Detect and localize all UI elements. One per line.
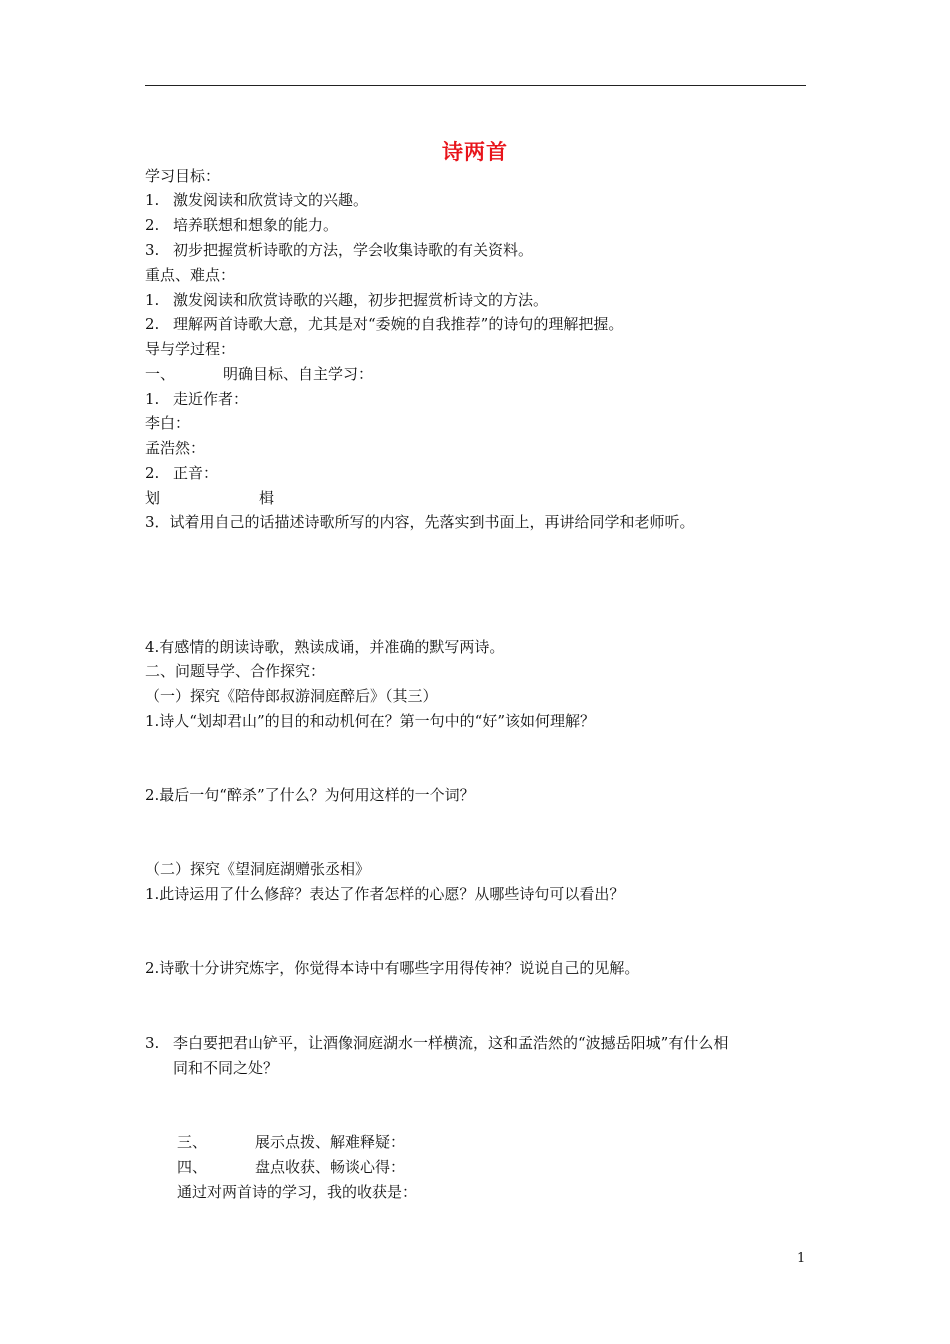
question-item: 1.此诗运用了什么修辞？表达了作者怎样的心愿？从哪些诗句可以看出？: [145, 885, 625, 903]
subsection-heading: （一）探究《陪侍郎叔游洞庭醉后》（其三）: [145, 687, 438, 705]
pronunciation-chars: 划 楫: [145, 489, 275, 507]
page-title: 诗两首: [442, 140, 508, 164]
page-number: 1: [797, 1251, 806, 1266]
question-item-continued: 同和不同之处？: [173, 1059, 279, 1077]
step-four-heading: 四、 盘点收获、畅谈心得：: [177, 1158, 406, 1176]
goal-item: 1. 激发阅读和欣赏诗文的兴趣。: [145, 191, 369, 209]
reflection-prompt: 通过对两首诗的学习，我的收获是：: [177, 1183, 418, 1201]
subsection-heading: （二）探究《望洞庭湖赠张丞相》: [145, 860, 371, 878]
question-item: 2.最后一句“醉杀”了什么？为何用这样的一个词？: [145, 786, 475, 804]
step-item: 1. 走近作者：: [145, 390, 249, 408]
step-item: 4.有感情的朗读诗歌，熟读成诵，并准确的默写两诗。: [145, 638, 505, 656]
section-goals-heading: 学习目标：: [145, 167, 221, 185]
author-li-bai: 李白：: [145, 414, 191, 432]
question-item: 3. 李白要把君山铲平，让酒像洞庭湖水一样横流，这和孟浩然的“波撼岳阳城”有什么相: [145, 1034, 729, 1052]
step-three-heading: 三、 展示点拨、解难释疑：: [177, 1133, 406, 1151]
question-item: 1.诗人“划却君山”的目的和动机何在？第一句中的“好”该如何理解？: [145, 712, 595, 730]
step-two-heading: 二、问题导学、合作探究：: [145, 662, 326, 680]
section-process-heading: 导与学过程：: [145, 340, 236, 358]
step-item: 3．试着用自己的话描述诗歌所写的内容，先落实到书面上，再讲给同学和老师听。: [145, 513, 695, 531]
keypoint-item: 2. 理解两首诗歌大意，尤其是对“委婉的自我推荐”的诗句的理解把握。: [145, 315, 624, 333]
step-one-heading: 一、 明确目标、自主学习：: [145, 365, 374, 383]
section-keypoints-heading: 重点、难点：: [145, 266, 236, 284]
keypoint-item: 1. 激发阅读和欣赏诗歌的兴趣，初步把握赏析诗文的方法。: [145, 291, 549, 309]
step-item: 2. 正音：: [145, 464, 219, 482]
goal-item: 3. 初步把握赏析诗歌的方法，学会收集诗歌的有关资料。: [145, 241, 534, 259]
header-rule: [145, 85, 806, 86]
author-meng-haoran: 孟浩然：: [145, 439, 206, 457]
goal-item: 2. 培养联想和想象的能力。: [145, 216, 339, 234]
question-item: 2.诗歌十分讲究炼字，你觉得本诗中有哪些字用得传神？说说自己的见解。: [145, 959, 640, 977]
